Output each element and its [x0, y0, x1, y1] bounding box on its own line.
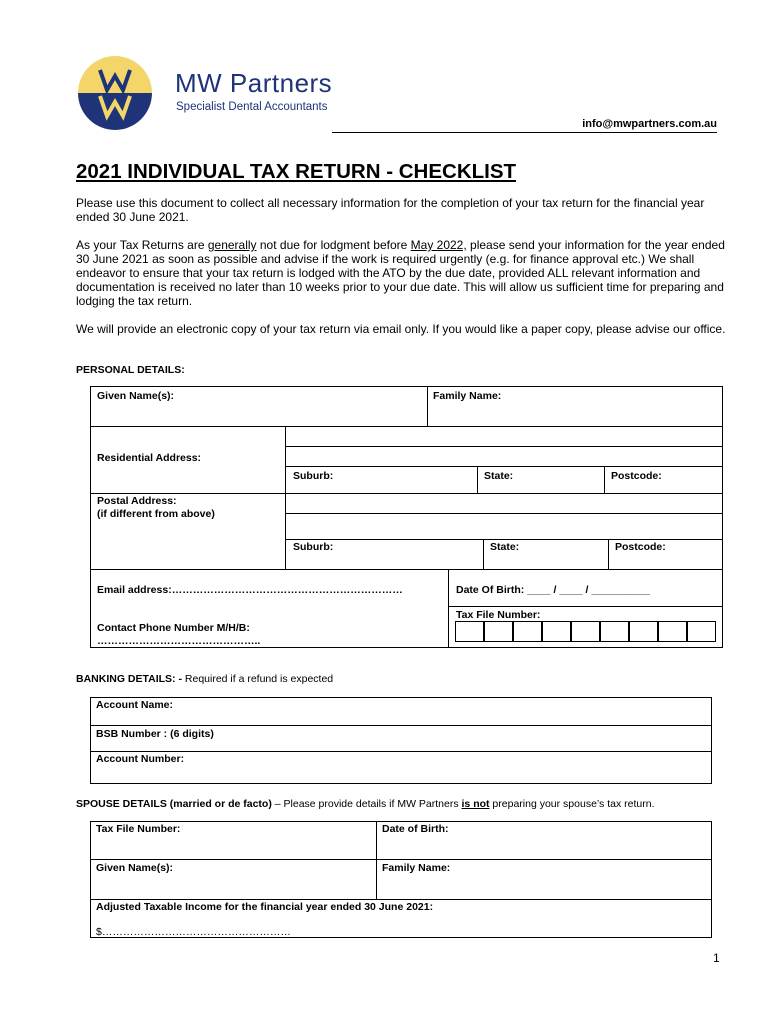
residential-suburb-field[interactable]: Suburb: — [293, 470, 334, 482]
divider — [285, 539, 723, 540]
mw-monogram-icon — [78, 56, 152, 130]
banking-note: Required if a refund is expected — [184, 673, 334, 685]
tfn-digit-box[interactable] — [542, 621, 571, 642]
intro-p2-text-b: not due for lodgment before — [256, 238, 411, 252]
account-number-field[interactable]: Account Number: — [96, 753, 185, 765]
spouse-note-is-not: is not — [461, 798, 490, 810]
intro-p2-generally: generally — [207, 238, 257, 252]
email-address-field[interactable]: Email address:………………………………………………………… — [97, 584, 403, 596]
banking-details-form — [90, 697, 712, 784]
divider — [376, 821, 377, 900]
tfn-digit-box[interactable] — [658, 621, 687, 642]
divider — [90, 493, 723, 494]
banking-details-heading — [76, 673, 333, 685]
divider — [448, 569, 449, 648]
spouse-family-name-field[interactable]: Family Name: — [382, 862, 451, 874]
residential-address-field[interactable]: Residential Address: — [97, 452, 202, 464]
tfn-digit-box[interactable] — [455, 621, 484, 642]
brand-name: MW Partners — [175, 68, 333, 98]
postal-address-field[interactable]: Postal Address: — [97, 495, 177, 507]
bsb-number-field[interactable]: BSB Number : (6 digits) — [96, 728, 214, 740]
family-name-field[interactable]: Family Name: — [433, 390, 502, 402]
divider — [285, 446, 723, 447]
postal-suburb-field[interactable]: Suburb: — [293, 541, 334, 553]
divider — [90, 751, 712, 752]
divider — [90, 725, 712, 726]
spouse-details-heading — [76, 798, 655, 810]
divider — [285, 426, 286, 569]
postal-state-field[interactable]: State: — [490, 541, 520, 553]
spouse-given-name-field[interactable]: Given Name(s): — [96, 862, 174, 874]
banking-heading-text: BANKING DETAILS: - — [76, 673, 185, 685]
tfn-digit-box[interactable] — [600, 621, 629, 642]
contact-email[interactable]: info@mwpartners.com.au — [332, 118, 717, 133]
spouse-tax-file-number-field[interactable]: Tax File Number: — [96, 823, 181, 835]
account-name-field[interactable]: Account Name: — [96, 699, 174, 711]
intro-paragraph-1: Please use this document to collect all necessary information for the completion of your tax return for the financial year ended 30 June 2021. — [76, 196, 705, 224]
contact-phone-dots: ……………………………………….. — [97, 635, 261, 647]
page-title: 2021 INDIVIDUAL TAX RETURN - CHECKLIST — [76, 160, 517, 183]
spouse-adjusted-income-field[interactable]: Adjusted Taxable Income for the financial year ended 30 June 2021: — [96, 901, 434, 913]
spouse-income-amount[interactable]: $……………………………………………… — [96, 926, 291, 938]
residential-state-field[interactable]: State: — [484, 470, 514, 482]
divider — [285, 466, 723, 467]
spouse-heading-text: SPOUSE DETAILS (married or de facto) — [76, 798, 272, 810]
spouse-note-a: – Please provide details if MW Partners — [271, 798, 462, 810]
brand-tagline: Specialist Dental Accountants — [176, 101, 328, 113]
intro-paragraph-2 — [76, 238, 726, 308]
personal-details-heading: PERSONAL DETAILS: — [76, 364, 185, 376]
postal-address-note: (if different from above) — [97, 508, 215, 520]
intro-paragraph-3: We will provide an electronic copy of your tax return via email only. If you would like a paper copy, please advise our office. — [76, 322, 726, 336]
page-number: 1 — [713, 951, 720, 965]
residential-postcode-field[interactable]: Postcode: — [611, 470, 662, 482]
divider — [427, 386, 428, 426]
divider — [608, 539, 609, 569]
divider — [604, 466, 605, 493]
tfn-digit-box[interactable] — [629, 621, 658, 642]
tfn-digit-box[interactable] — [513, 621, 542, 642]
spouse-note-b: preparing your spouse’s tax return. — [489, 798, 655, 810]
intro-p2-text-c: please send your information for the year ended 30 June 2021 as soon as possible and advise if the work is required urgently (e.g. for finance approval etc.) We shall endeavor to ensure that your tax return is lodged with the ATO by the due date, provided ALL relevant information and documentation is received no later than 10 weeks prior to your due date. This will allow us sufficient time for preparing and lodging the tax return. — [76, 238, 725, 308]
divider — [448, 606, 723, 607]
divider — [90, 426, 723, 427]
divider — [90, 859, 712, 860]
tax-file-number-label: Tax File Number: — [456, 609, 541, 621]
divider — [90, 569, 723, 570]
given-name-field[interactable]: Given Name(s): — [97, 390, 175, 402]
company-logo — [78, 56, 152, 130]
postal-postcode-field[interactable]: Postcode: — [615, 541, 666, 553]
tfn-digit-box[interactable] — [484, 621, 513, 642]
tfn-digit-box[interactable] — [571, 621, 600, 642]
divider — [285, 513, 723, 514]
contact-phone-field[interactable]: Contact Phone Number M/H/B: — [97, 622, 250, 634]
divider — [90, 899, 712, 900]
divider — [483, 539, 484, 569]
spouse-details-form — [90, 821, 712, 938]
intro-p2-date: May 2022, — [410, 238, 467, 252]
tfn-digit-box[interactable] — [687, 621, 716, 642]
date-of-birth-field[interactable]: Date Of Birth: ____ / ____ / __________ — [456, 584, 650, 596]
divider — [477, 466, 478, 493]
spouse-date-of-birth-field[interactable]: Date of Birth: — [382, 823, 449, 835]
intro-p2-text-a: As your Tax Returns are — [76, 238, 208, 252]
